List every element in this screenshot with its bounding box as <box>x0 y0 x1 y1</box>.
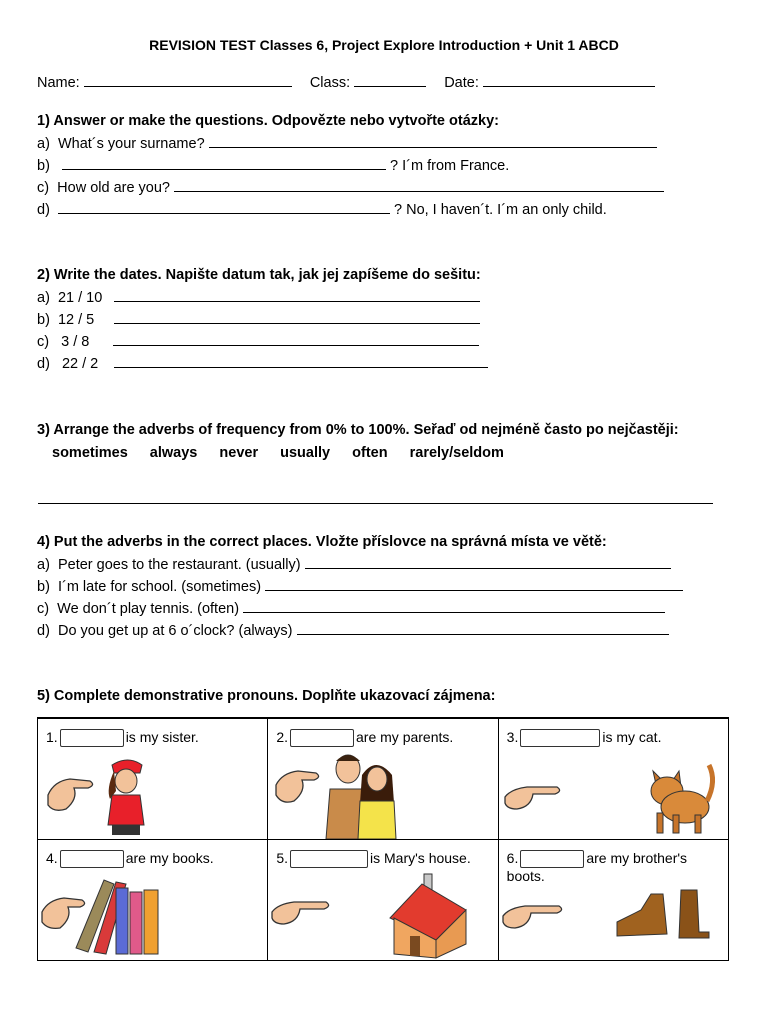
q4-b-letter: b) <box>37 579 50 595</box>
cell-text: are my parents. <box>356 729 454 745</box>
cell-number: 5. <box>276 850 289 866</box>
answer-box[interactable] <box>60 850 124 868</box>
q4-a-answer-field[interactable] <box>305 556 671 569</box>
q1-c-letter: c) <box>37 180 50 196</box>
q2-d-date: 22 / 2 <box>61 356 99 372</box>
q1-a-answer-field[interactable] <box>209 135 657 148</box>
q1-item-a <box>37 135 657 152</box>
cell-text: is my cat. <box>602 729 662 745</box>
cell-text: are my brother's <box>586 850 688 866</box>
cell-number: 2. <box>276 729 289 745</box>
q1-c-answer-field[interactable] <box>174 179 664 192</box>
q3-word: often <box>352 445 388 461</box>
pointing-hand-icon <box>48 779 93 810</box>
cell-number: 6. <box>506 850 519 866</box>
q3-word-bank <box>52 445 522 461</box>
pronoun-grid <box>37 717 729 961</box>
q2-item-d <box>37 355 488 372</box>
answer-box[interactable] <box>520 850 584 868</box>
pointing-hand-girl-picture <box>44 755 264 839</box>
q1-b-letter: b) <box>37 158 50 174</box>
q1-heading: 1) Answer or make the questions. Odpovězte nebo vytvořte otázky: <box>37 113 499 129</box>
q4-a-text: Peter goes to the restaurant. (usually) <box>57 557 301 573</box>
q1-a-text: What´s your surname? <box>57 136 205 152</box>
answer-box[interactable] <box>290 850 368 868</box>
pronoun-cell-6 <box>498 840 728 961</box>
pronoun-cell-5 <box>268 840 498 961</box>
cell-text-continued: boots. <box>506 868 545 884</box>
pointing-hand-parents-picture <box>272 749 492 839</box>
q3-word: sometimes <box>52 445 128 461</box>
pointing-hand-icon <box>503 906 562 928</box>
answer-box[interactable] <box>520 729 600 747</box>
q4-c-text: We don´t play tennis. (often) <box>57 601 240 617</box>
cell-text: are my books. <box>125 850 214 866</box>
q1-item-b <box>37 157 509 174</box>
q3-word: rarely/seldom <box>409 445 504 461</box>
mother-figure <box>358 765 396 839</box>
q1-c-text: How old are you? <box>57 180 170 196</box>
q1-d-letter: d) <box>37 202 50 218</box>
q4-c-letter: c) <box>37 601 50 617</box>
q2-item-c <box>37 333 479 350</box>
info-row <box>37 74 655 91</box>
cell-number: 4. <box>46 850 58 866</box>
q2-a-date: 21 / 10 <box>57 290 103 306</box>
q1-item-c <box>37 179 664 196</box>
q4-item-b <box>37 578 683 595</box>
q2-d-answer-field[interactable] <box>114 355 488 368</box>
q4-heading: 4) Put the adverbs in the correct places. Vložte příslovce na správná místa ve větě: <box>37 534 607 550</box>
pointing-hand-icon <box>272 902 329 924</box>
q1-b-answer-field[interactable] <box>62 157 386 170</box>
q2-heading: 2) Write the dates. Napište datum tak, jak jej zapíšeme do sešitu: <box>37 267 481 283</box>
q4-d-letter: d) <box>37 623 50 639</box>
cell-number: 3. <box>506 729 519 745</box>
q1-d-answer-field[interactable] <box>58 201 390 214</box>
page-title: REVISION TEST Classes 6, Project Explore Introduction + Unit 1 ABCD <box>149 37 619 53</box>
q4-item-d <box>37 622 669 639</box>
pronoun-cell-1 <box>38 718 268 840</box>
pointing-hand-boots-picture <box>501 880 721 960</box>
q2-c-letter: c) <box>37 334 50 350</box>
q5-heading: 5) Complete demonstrative pronouns. Doplňte ukazovací zájmena: <box>37 688 496 704</box>
q2-a-letter: a) <box>37 290 50 306</box>
q2-c-answer-field[interactable] <box>113 333 479 346</box>
pronoun-cell-2 <box>268 718 498 840</box>
q4-c-answer-field[interactable] <box>243 600 665 613</box>
q1-a-letter: a) <box>37 136 50 152</box>
date-label: Date: <box>444 75 479 91</box>
pointing-hand-icon <box>505 787 560 809</box>
q4-d-text: Do you get up at 6 o´clock? (always) <box>57 623 293 639</box>
q2-d-letter: d) <box>37 356 50 372</box>
q4-b-answer-field[interactable] <box>265 578 683 591</box>
q2-c-date: 3 / 8 <box>61 334 90 350</box>
cell-number: 1. <box>46 729 58 745</box>
class-field[interactable] <box>354 74 426 87</box>
pointing-hand-icon <box>276 771 319 802</box>
q2-item-a <box>37 289 480 306</box>
q2-b-date: 12 / 5 <box>57 312 95 328</box>
cell-text: is my sister. <box>125 729 199 745</box>
date-field[interactable] <box>483 74 655 87</box>
q4-d-answer-field[interactable] <box>297 622 669 635</box>
pointing-hand-cat-picture <box>503 751 723 839</box>
q3-heading: 3) Arrange the adverbs of frequency from 0% to 100%. Seřaď od nejméně často po nejčastěji: <box>37 422 679 438</box>
q1-d-text: ? No, I haven´t. I´m an only child. <box>394 202 607 218</box>
q1-b-text: ? I´m from France. <box>390 158 510 174</box>
pointing-hand-house-picture <box>270 870 490 960</box>
house-figure <box>390 874 466 958</box>
q4-b-text: I´m late for school. (sometimes) <box>57 579 262 595</box>
pointing-hand-icon <box>42 898 85 928</box>
q4-item-a <box>37 556 671 573</box>
q3-answer-field[interactable] <box>38 503 713 504</box>
pronoun-cell-4 <box>38 840 268 961</box>
q3-word: usually <box>280 445 331 461</box>
boots-figure <box>617 890 709 938</box>
q3-word: always <box>149 445 198 461</box>
q2-b-answer-field[interactable] <box>114 311 480 324</box>
q4-item-c <box>37 600 665 617</box>
girl-figure <box>108 760 144 835</box>
cat-figure <box>651 765 713 833</box>
q3-word: never <box>219 445 259 461</box>
q2-item-b <box>37 311 480 328</box>
q4-a-letter: a) <box>37 557 50 573</box>
q2-b-letter: b) <box>37 312 50 328</box>
answer-box[interactable] <box>60 729 124 747</box>
pronoun-cell-3 <box>498 718 728 840</box>
name-label: Name: <box>37 75 80 91</box>
pointing-hand-books-picture <box>40 872 260 960</box>
class-label: Class: <box>309 75 351 91</box>
cell-text: is Mary's house. <box>370 850 471 866</box>
answer-box[interactable] <box>290 729 354 747</box>
q2-a-answer-field[interactable] <box>114 289 480 302</box>
name-field[interactable] <box>84 74 292 87</box>
q1-item-d <box>37 201 607 218</box>
books-stack <box>76 880 158 954</box>
